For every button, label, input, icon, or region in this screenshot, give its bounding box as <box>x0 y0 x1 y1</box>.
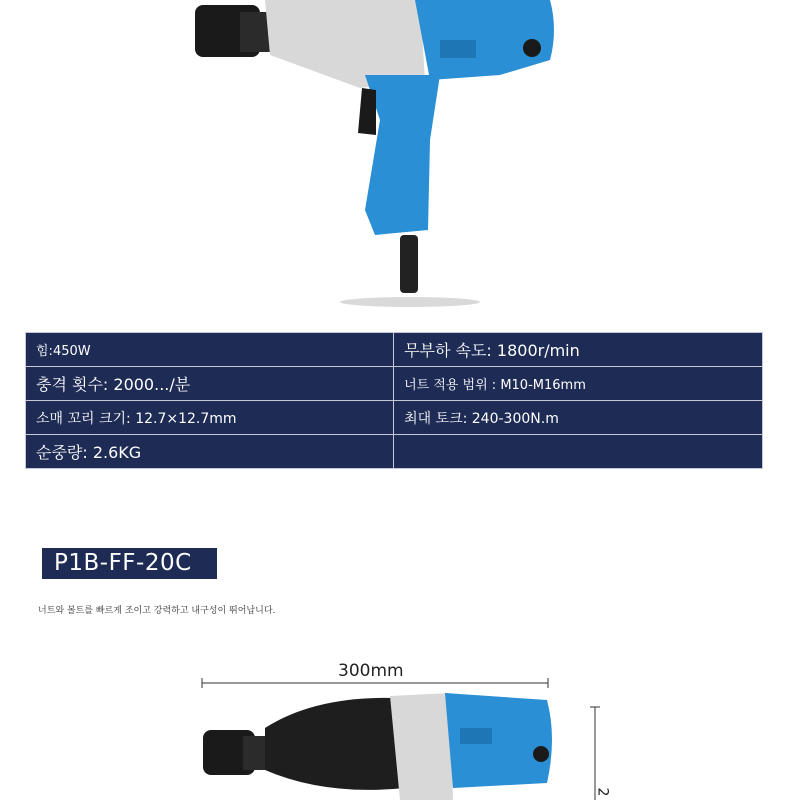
spec-empty-cell <box>394 435 763 469</box>
spec-net-weight: 순중량: 2.6KG <box>26 435 394 469</box>
spec-no-load-speed: 무부하 속도: 1800r/min <box>394 333 763 367</box>
model-title: P1B-FF-20C <box>42 548 217 579</box>
impact-wrench-image-top <box>180 0 580 310</box>
table-row <box>26 401 763 435</box>
impact-wrench-image-bottom <box>195 688 575 800</box>
product-description: 너트와 볼트를 빠르게 조이고 강력하고 내구성이 뛰어납니다. <box>38 606 276 616</box>
spec-power: 힘:450W <box>26 333 394 367</box>
dimension-length-label: 300mm <box>338 661 404 681</box>
dimension-height-label: 2 <box>594 787 611 797</box>
spec-impact-count: 충격 횟수: 2000.../분 <box>26 367 394 401</box>
table-row <box>26 435 763 469</box>
table-row <box>26 367 763 401</box>
table-row <box>26 333 763 367</box>
spec-max-torque: 최대 토크: 240-300N.m <box>394 401 763 435</box>
spec-shank: 소매 꼬리 크기: 12.7×12.7mm <box>26 401 394 435</box>
dimension-line-vertical <box>588 705 611 800</box>
spec-table <box>25 332 763 469</box>
spec-nut-range: 너트 적용 범위 : M10-M16mm <box>394 367 763 401</box>
